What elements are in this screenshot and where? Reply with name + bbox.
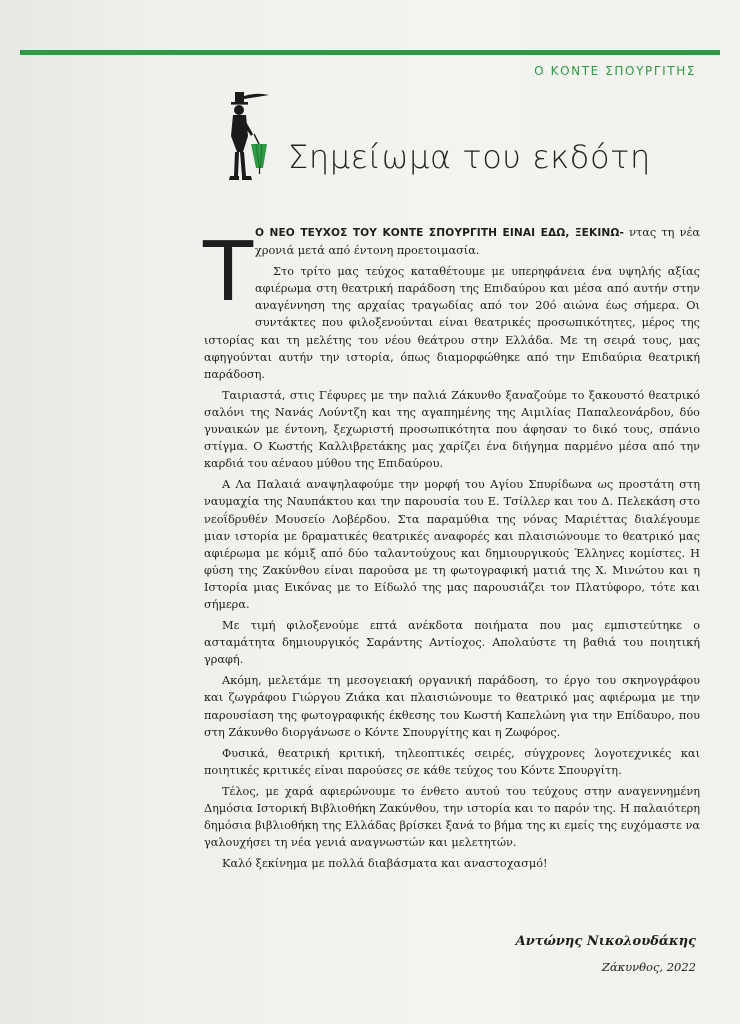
paragraph: Τέλος, με χαρά αφιερώνουμε το ένθετο αυτού του τεύχους στην αναγεννημένη Δημόσια Ιστορική Βιβλιοθήκη Ζακύνθου, την ιστορία και το παρόν της. Η παλαιότερη δημόσια βιβλιοθήκη της Ελλάδας βρίσκει ξανά το βήμα της κι εμείς της ευχόμαστε να γαλουχήσει τη νέα γενιά αναγνωστών και μελετητών. xyxy=(204,784,700,850)
lead-rest: ντας τη νέα χρονιά μετά από έντονη προετοιμασία. xyxy=(255,226,701,258)
place-date: Ζάκυνθος, 2022 xyxy=(601,960,696,974)
paragraph: Φυσικά, θεατρική κριτική, τηλεοπτικές σειρές, σύγχρονες λογοτεχνικές και ποιητικές κριτικές είναι παρούσες σε κάθε τεύχος του Κόντε Σπουργίτη. xyxy=(204,746,700,777)
magazine-title: Ο ΚΟΝΤΕ ΣΠΟΥΡΓΙΤΗΣ xyxy=(534,64,696,78)
paragraph: Ταιριαστά, στις Γέφυρες με την παλιά Ζάκυνθο ξαναζούμε το ξακουστό θεατρικό σαλόνι της Νανάς Λούντζη και της αγαπημένης της Αιμιλίας Παπαλεονάρδου, δύο γυναικών με έντονη, ξεχωριστή προσωπικότητα που άφησαν το δικό τους, σπάνιο στίγμα. Ο Κωστής Καλλιβρετάκης μας χαρίζει ένα διήγημα παρμένο μέσα από την καρδιά του αέναου μύθου της Επιδαύρου. xyxy=(204,388,700,471)
mascot-silhouette-icon xyxy=(223,92,275,184)
drop-cap-space xyxy=(204,224,255,328)
paragraph: Στο τρίτο μας τεύχος καταθέτουμε με υπερηφάνεια ένα υψηλής αξίας αφιέρωμα στη θεατρική παράδοση της Επιδαύρου και μέσα από αυτήν στην αναγέννηση της αρχαίας τραγωδίας από τον 20ό αιώνα έως σήμερα. Οι συντάκτες που φιλοξενούνται είναι θεατρικές προσωπικότητες, μέρος της ιστορίας και τη μελέτης του νέου θεάτρου στην Ελλάδα. Με τη σειρά τους, μας αφηγούνται αυτήν την ιστορία, όπως διαμορφώθηκε από την Επιδαύρια θεατρική παράδοση. xyxy=(204,265,700,381)
drop-cap: Τ xyxy=(203,225,254,320)
editorial-body xyxy=(204,224,700,876)
paragraph: Με τιμή φιλοξενούμε επτά ανέκδοτα ποιήματα που μας εμπιστεύτηκε ο ασταμάτητα δημιουργικός Σαράντης Αντίοχος. Απολαύστε τη βαθιά του ποιητική γραφή. xyxy=(204,619,700,667)
lead-caps: Ο ΝΕΟ ΤΕΥΧΟΣ ΤΟΥ ΚΟΝΤΕ ΣΠΟΥΡΓΙΤΗ ΕΙΝΑΙ ΕΔΩ, ΞΕΚΙΝΩ- xyxy=(255,227,624,239)
paragraph: Καλό ξεκίνημα με πολλά διαβάσματα και αναστοχασμό! xyxy=(222,857,548,871)
paragraph: Ακόμη, μελετάμε τη μεσογειακή οργανική παράδοση, το έργο του σκηνογράφου και ζωγράφου Γιώργου Ζιάκα και πλαισιώνουμε το θεατρικό μας αφιέρωμα με την παρουσίαση της φωτογραφικής έκθεσης του Κωστή Καπελώνη για την Επίδαυρο, που στη Ζάκυνθο διοργάνωσε ο Κόντε Σπουργίτης και η Ζωφόρος. xyxy=(204,674,700,739)
header-rule xyxy=(20,50,720,55)
paragraph: Α Λα Παλαιά αναψηλαφούμε την μορφή του Αγίου Σπυρίδωνα ως προστάτη στη ναυμαχία της Ναυπάκτου και την παρουσία του Ε. Τσίλλερ και του Δ. Πελεκάση στο νεοΐδρυθέν Μουσείο Λοβέρδου. Στα παραμύθια της νόνας Μαριέττας διαλέγουμε μιαν ιστορία με δραματικές θεατρικές αναφορές και πλαισιώνουμε το θεατρικό μας αφιέρωμα με κόμιξ από δύο ταλαντούχους και δημιουργικούς Έλληνες κομίστες. Η φύση της Ζακύνθου είναι παρούσα με τη φωτογραφική ματιά της Χ. Μινώτου και η Ιστορία μιας Εικόνας με το Είδωλό της μας παρουσιάζει τον Πλατύφορο, τότε και σήμερα. xyxy=(204,478,700,611)
lead-paragraph xyxy=(204,224,700,259)
author-signature: Αντώνης Νικολουδάκης xyxy=(515,934,696,949)
page-title: Σημείωμα του εκδότη xyxy=(288,138,651,176)
